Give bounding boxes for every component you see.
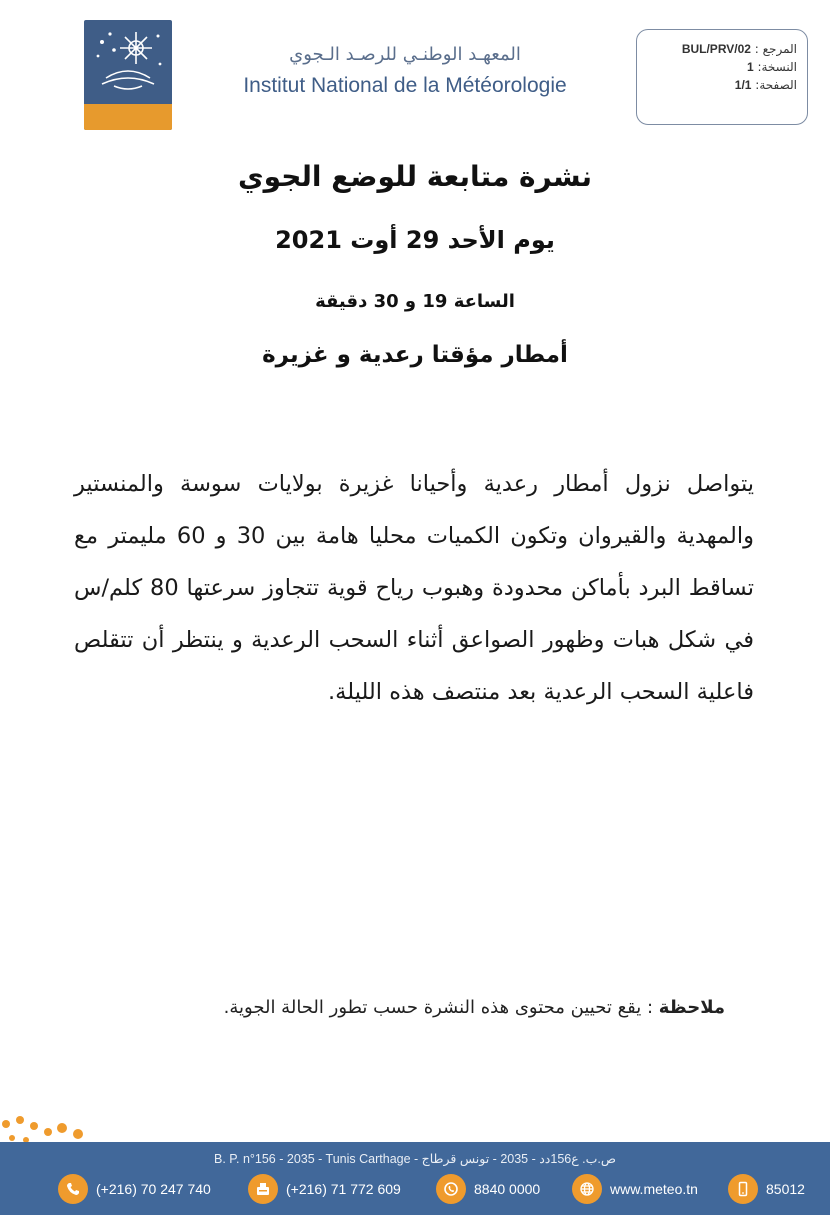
bulletin-title: نشرة متابعة للوضع الجوي: [238, 160, 592, 193]
fax-icon: [248, 1174, 278, 1204]
snowflake-sun-emblem: [84, 20, 172, 104]
copy-label: النسخة:: [757, 60, 797, 74]
reference-label: المرجع :: [754, 42, 797, 56]
institute-logo: [84, 20, 172, 130]
page-value: 1/1: [734, 78, 752, 92]
phone-icon: [58, 1174, 88, 1204]
contact-hotline: [436, 1174, 540, 1204]
bulletin-date: يوم الأحد 29 أوت 2021: [275, 226, 555, 254]
footer: [0, 1142, 830, 1215]
page-row: [643, 76, 797, 94]
logo-caption-strip: [84, 104, 172, 130]
reference-box: [636, 29, 808, 125]
sms-number: 85012: [766, 1181, 805, 1197]
contact-phone: [58, 1174, 211, 1204]
page-label: الصفحة:: [755, 78, 797, 92]
note: [150, 997, 725, 1018]
copy-value: 1: [746, 60, 754, 74]
copy-row: [643, 58, 797, 76]
contact-website[interactable]: [572, 1174, 698, 1204]
bulletin-time: الساعة 19 و 30 دقيقة: [315, 291, 515, 312]
footer-address: B. P. n°156 - 2035 - Tunis Carthage - ص.ب. ع156دد - 2035 - تونس قرطاج: [214, 1152, 616, 1166]
globe-icon: [572, 1174, 602, 1204]
hotline-icon: [436, 1174, 466, 1204]
reference-value: BUL/PRV/02: [681, 42, 751, 56]
institute-name-french: Institut National de la Météorologie: [243, 74, 567, 97]
institute-name-arabic: المعهـد الوطنـي للرصـد الـجوي: [289, 44, 521, 65]
phone-number: (+216) 70 247 740: [96, 1181, 211, 1197]
contact-fax: [248, 1174, 401, 1204]
website-link[interactable]: www.meteo.tn: [610, 1181, 698, 1197]
note-text: : يقع تحيين محتوى هذه النشرة حسب تطور الحالة الجوية.: [223, 997, 659, 1018]
hotline-number: 8840 0000: [474, 1181, 541, 1197]
bulletin-body: يتواصل نزول أمطار رعدية وأحيانا غزيرة بولايات سوسة والمنستير والمهدية والقيروان وتكون الكميات محليا هامة بين 30 و 60 مليمتر مع تساقط البرد بأماكن محدودة وهبوب رياح قوية تتجاوز سرعتها 80 كلم/س في شكل هبات وظهور الصواعق أثناء السحب الرعدية و ينتظر أن تتقلص فاعلية السحب الرعدية بعد منتصف هذه الليلة.: [74, 471, 754, 705]
contact-sms: [728, 1174, 805, 1204]
mobile-icon: [728, 1174, 758, 1204]
fax-number: (+216) 71 772 609: [286, 1181, 401, 1197]
note-label: ملاحظة: [658, 997, 725, 1018]
bulletin-headline: أمطار مؤقتا رعدية و غزيرة: [262, 342, 568, 368]
reference-row: [643, 40, 797, 58]
